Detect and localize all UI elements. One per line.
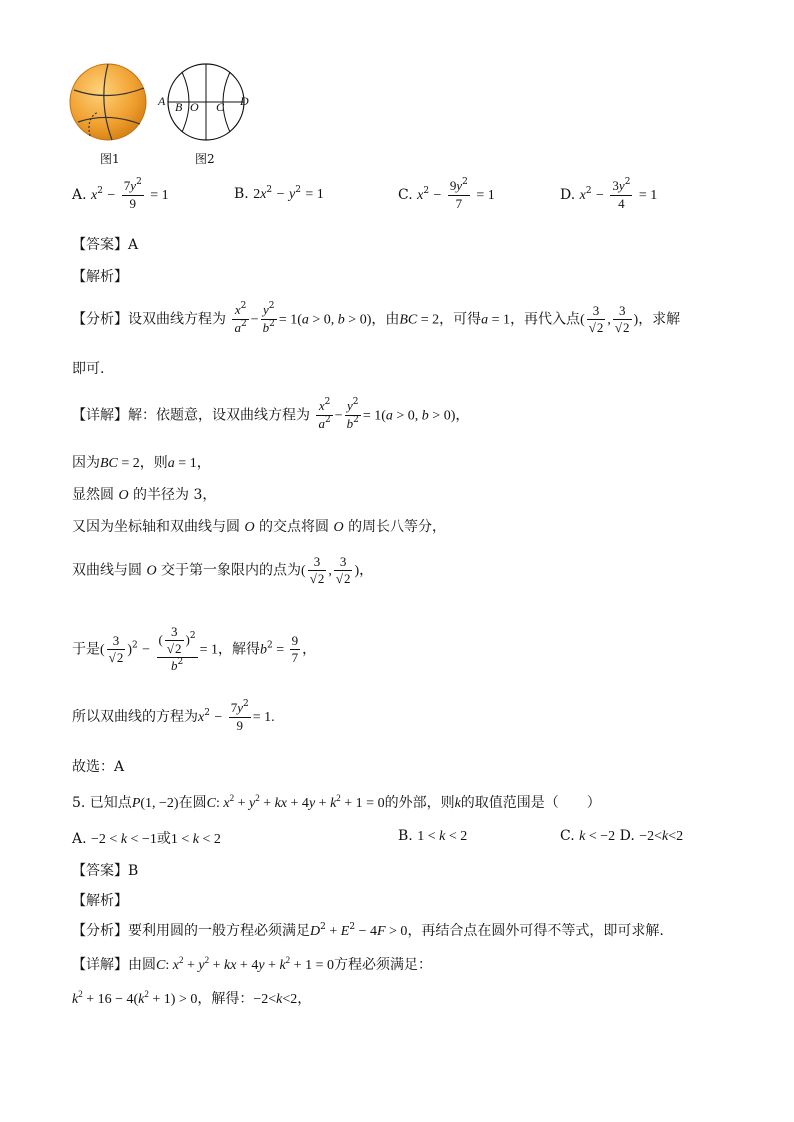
q4-jiexi: 【解析】 — [72, 269, 128, 285]
q5-option-c-d: C. k < −2 D. −2<k<2 — [560, 828, 684, 844]
q4-choose: 故选：A — [72, 759, 125, 775]
q4-line-result: 所以双曲线的方程为$x^2$ − $\frac{7y^2}{9}$ = 1. — [72, 699, 275, 733]
label-d: D — [240, 94, 249, 108]
label-o: O — [190, 100, 199, 114]
q5-fenxi: 【分析】要利用圆的一般方程必须满足$D^2 + E^2 - 4F > 0$，再结合点在圆外可得不等式，即可求解. — [72, 922, 664, 939]
q5-jiexi: 【解析】 — [72, 893, 128, 909]
q4-line-substitute: 于是( $\frac{3}{√2}$ )$^2$ − ( $\frac{3}{√2}$ )$^2$ $b^2$ = 1，解得$b^2$ = $\frac{9}{7}$ ， — [72, 624, 317, 673]
q4-detail: 【详解】解：依题意，设双曲线方程为 $\frac{x^2}{a^2}$ − $\frac{y^2}{b^2}$ = 1(a > 0, b > 0)， — [72, 397, 470, 431]
q4-option-a: A. $x^2$ − $\frac{7y^2}{9}$ = 1 — [72, 177, 169, 211]
q4-line-bc: 因为BC = 2，则a = 1， — [72, 455, 211, 471]
q4-line-divide: 又因为坐标轴和双曲线与圆 O 的交点将圆 O 的周长八等分， — [72, 519, 447, 535]
q5-answer: 【答案】B — [72, 863, 139, 879]
fig1-caption: 图1 — [100, 152, 120, 166]
q4-option-d: D. $x^2$ − $\frac{3y^2}{4}$ = 1 — [560, 177, 658, 211]
q5-stem: 5. 已知点P(1, −2)在圆C: $x^2 + y^2$ + kx + $4y + k^2 + 1 = 0$的外部，则k的取值范围是（ ） — [72, 793, 601, 811]
q4-option-b: B. $2x^2 - y^2 = 1$ — [234, 185, 324, 202]
q4-fenxi-line2: 即可. — [72, 361, 105, 377]
q4-line-radius: 显然圆 O 的半径为 3， — [72, 487, 217, 503]
q4-option-c: C. $x^2$ − $\frac{9y^2}{7}$ = 1 — [398, 177, 495, 211]
label-a: A — [158, 94, 166, 108]
label-c: C — [216, 100, 225, 114]
q5-inequality: $k^2 + 16 - 4(k^2 + 1) > 0$，解得：−2<k<2， — [72, 989, 312, 1007]
figure1-basketball-photo — [70, 64, 146, 140]
q5-option-b: B. 1 < k < 2 — [398, 828, 468, 844]
figure-basketballs — [68, 62, 268, 162]
q4-line-point: 双曲线与圆 O 交于第一象限内的点为( $\frac{3}{√2}$ , $\frac{3}{√2}$ )， — [72, 554, 374, 586]
label-b: B — [175, 100, 183, 114]
q4-fenxi: 【分析】设双曲线方程为 $\frac{x^2}{a^2}$ − $\frac{y^2}{b^2}$ = 1(a > 0, b > 0)，由BC = 2，可得a = 1，再代入点( $\frac{3}{√2}$ , $\frac{3}{√2}$ )，求解 — [72, 301, 681, 335]
q4-answer: 【答案】A — [72, 237, 139, 253]
q5-detail: 【详解】由圆C: $x^2 + y^2$ + kx + $4y + k^2 + 1 = 0$方程必须满足： — [72, 955, 432, 973]
fig2-caption: 图2 — [195, 152, 215, 166]
q5-option-a: A. −2 < k < −1或1 < k < 2 — [72, 831, 221, 847]
